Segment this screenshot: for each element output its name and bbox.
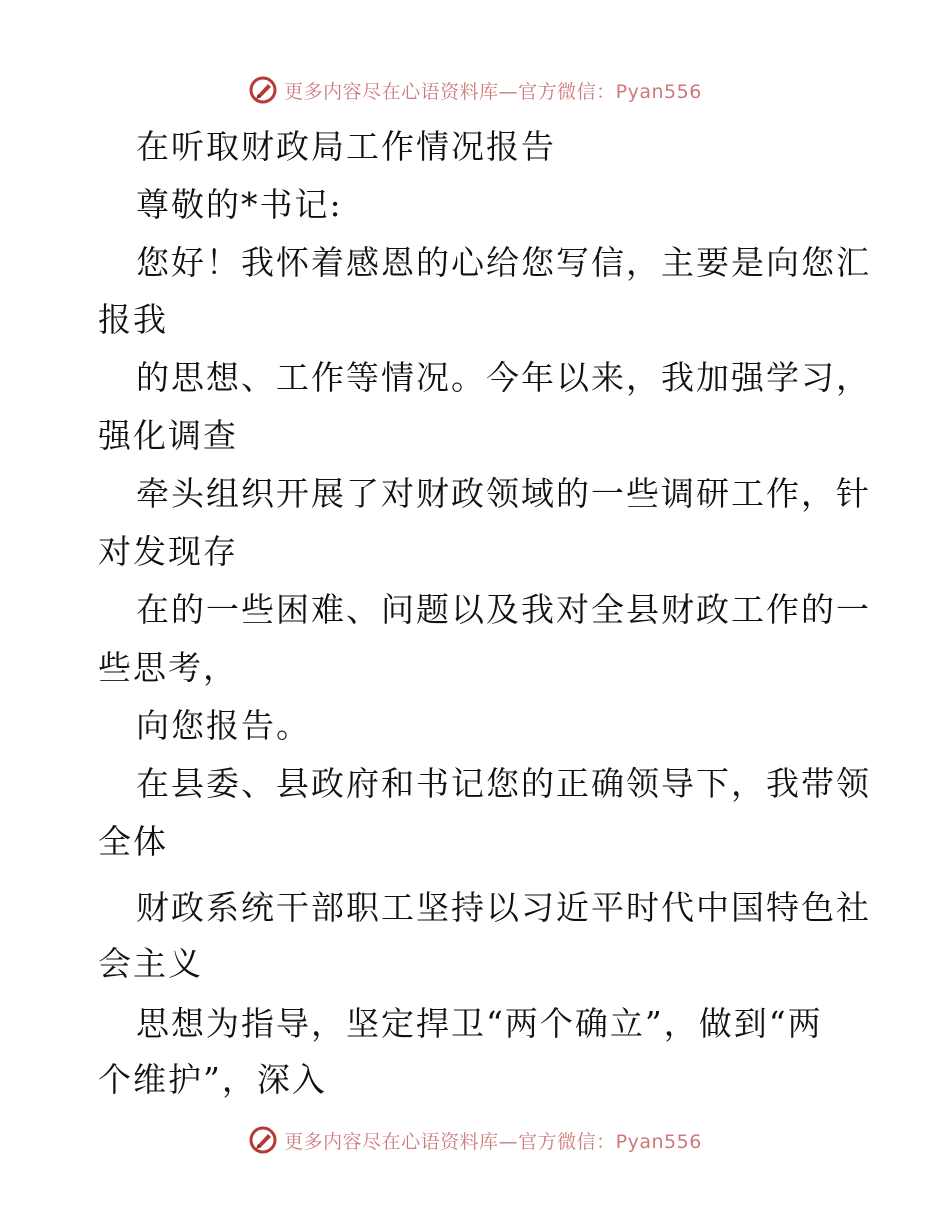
text-line: 些思考，	[98, 648, 238, 687]
text-line: 强化调查	[98, 416, 238, 455]
watermark-text: 更多内容尽在心语资料库—官方微信：Pyan556	[284, 80, 702, 103]
text-line: 向您报告。	[136, 706, 311, 745]
text-line: 您好！我怀着感恩的心给您写信，主要是向您汇	[136, 243, 871, 282]
text-line: 全体	[98, 822, 168, 861]
text-line: 在县委、县政府和书记您的正确领导下，我带领	[136, 764, 871, 803]
header-watermark	[0, 70, 950, 110]
document-title: 在听取财政局工作情况报告	[136, 127, 556, 166]
text-line: 的思想、工作等情况。今年以来，我加强学习，	[136, 358, 871, 397]
text-line: 对发现存	[98, 532, 238, 571]
text-line: 会主义	[98, 944, 203, 983]
pen-logo-icon	[248, 1125, 278, 1155]
text-line: 思想为指导，坚定捍卫“两个确立”，做到“两	[136, 1004, 823, 1043]
text-line: 财政系统干部职工坚持以习近平时代中国特色社	[136, 888, 871, 927]
salutation: 尊敬的*书记:	[136, 185, 343, 224]
text-line: 个维护”，深入	[98, 1060, 327, 1099]
text-line: 报我	[98, 300, 168, 339]
footer-watermark	[0, 1120, 950, 1160]
watermark-text: 更多内容尽在心语资料库—官方微信：Pyan556	[284, 1130, 702, 1153]
text-line: 牵头组织开展了对财政领域的一些调研工作，针	[136, 474, 871, 513]
pen-logo-icon	[248, 75, 278, 105]
text-line: 在的一些困难、问题以及我对全县财政工作的一	[136, 590, 871, 629]
